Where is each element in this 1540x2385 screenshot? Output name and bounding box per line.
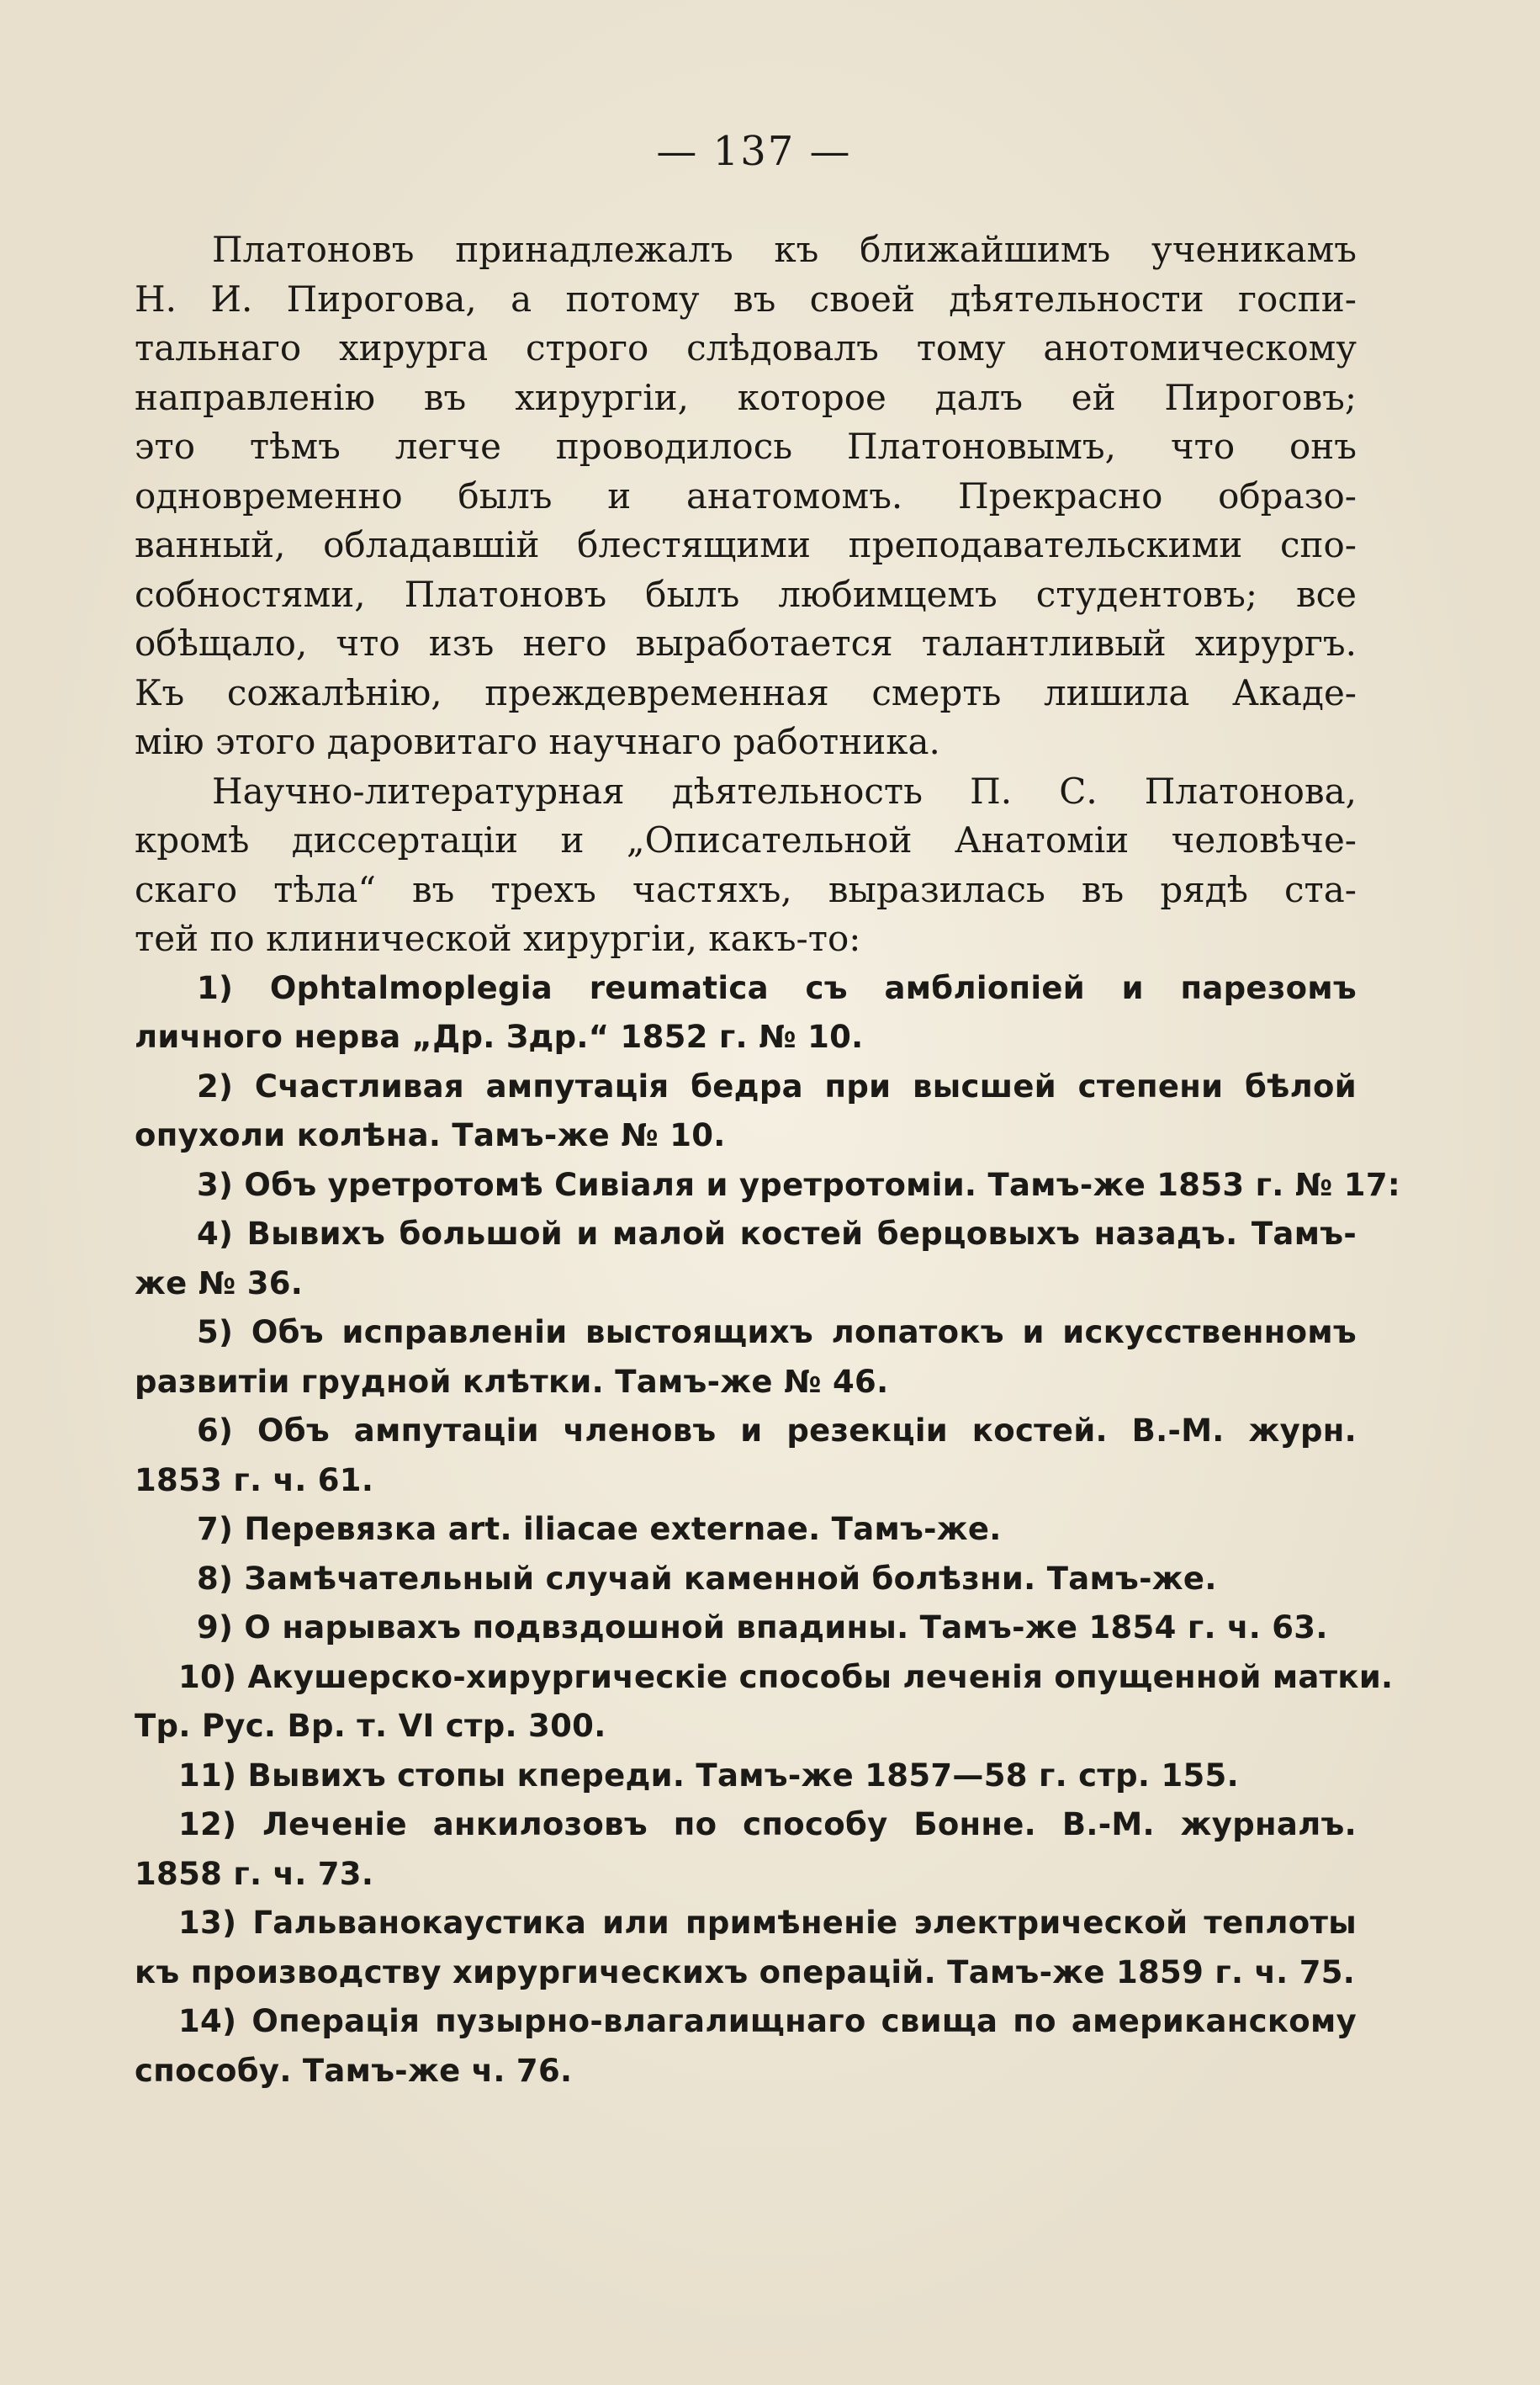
text-line: ванный, обладавшій блестящими преподавательскими спо-	[135, 524, 1357, 565]
paragraph-2	[135, 767, 1357, 964]
text-line: мію этого даровитаго научнаго работника.	[135, 721, 940, 762]
list-item-first-line: 7) Перевязка art. iliacae externae. Тамъ-же.	[197, 1511, 1002, 1547]
list-item	[135, 964, 1357, 1063]
list-item-continuation-line: же № 36.	[135, 1264, 304, 1301]
list-item-first-line: 5) Объ исправленіи выстоящихъ лопатокъ и искусственномъ	[197, 1314, 1357, 1350]
list-item-continuation-line: развитіи грудной клѣтки. Тамъ-же № 46.	[135, 1363, 889, 1400]
list-item-first-line: 10) Акушерско-хирургическіе способы леченія опущенной матки.	[178, 1658, 1394, 1695]
text-line: Научно-литературная дѣятельность П. С. Платонова,	[212, 770, 1357, 812]
list-item	[135, 1161, 1400, 1211]
list-item	[135, 1555, 1357, 1604]
list-item-first-line: 2) Счастливая ампутація бедра при высшей степени бѣлой	[197, 1068, 1357, 1105]
text-line: одновременно былъ и анатомомъ. Прекрасно образо-	[135, 474, 1357, 517]
text-line: собностями, Платоновъ былъ любимцемъ студентовъ; все	[135, 573, 1357, 615]
list-item-continuation-line: опухоли колѣна. Тамъ-же № 10.	[135, 1117, 726, 1153]
publications-list	[135, 964, 1400, 2096]
text-line: это тѣмъ легче проводилось Платоновымъ, что онъ	[135, 426, 1357, 467]
text-line: тальнаго хирурга строго слѣдовалъ тому анотомическому	[135, 327, 1357, 368]
text-line: Къ сожалѣнію, преждевременная смерть лишила Акаде-	[135, 671, 1357, 713]
list-item-first-line: 12) Леченіе анкилозовъ по способу Бонне. В.-М. журналъ.	[178, 1806, 1357, 1842]
body-text	[135, 225, 1357, 964]
list-item	[135, 1505, 1357, 1555]
list-item-first-line: 13) Гальванокаустика или примѣненіе электрической теплоты	[178, 1905, 1357, 1941]
text-line: скаго тѣла“ въ трехъ частяхъ, выразилась въ рядѣ ста-	[135, 868, 1357, 910]
text-line: направленію въ хирургіи, которое далъ ей Пироговъ;	[135, 376, 1357, 418]
text-line: Платоновъ принадлежалъ къ ближайшимъ ученикамъ	[212, 229, 1357, 270]
list-item	[135, 1308, 1357, 1407]
list-item	[135, 1603, 1357, 1653]
list-item	[135, 1800, 1357, 1899]
list-item	[135, 1752, 1357, 1801]
list-item	[135, 1653, 1394, 1752]
list-item-first-line: 14) Операція пузырно-влагалищнаго свища по американскому	[178, 2003, 1357, 2039]
list-item-first-line: 8) Замѣчательный случай каменной болѣзни. Тамъ-же.	[197, 1560, 1217, 1597]
text-line: кромѣ диссертаціи и „Описательной Анатоміи человѣче-	[135, 819, 1357, 861]
list-item-first-line: 6) Объ ампутаціи членовъ и резекціи костей. В.-М. журн.	[197, 1412, 1357, 1449]
list-item-continuation-line: Тр. Рус. Вр. т. VI стр. 300.	[135, 1708, 606, 1744]
list-item	[135, 1997, 1357, 2096]
list-item-first-line: 9) О нарывахъ подвздошной впадины. Тамъ-же 1854 г. ч. 63.	[197, 1609, 1328, 1646]
list-item-first-line: 3) Объ уретротомѣ Сивіаля и уретротоміи. Тамъ-же 1853 г. № 17:	[197, 1166, 1400, 1203]
list-item-first-line: 4) Вывихъ большой и малой костей берцовыхъ назадъ. Тамъ-	[197, 1216, 1357, 1252]
list-item-continuation-line: къ производству хирургическихъ операцій. Тамъ-же 1859 г. ч. 75.	[135, 1953, 1356, 1990]
text-line: обѣщало, что изъ него выработается талантливый хирургъ.	[135, 623, 1357, 664]
list-item	[135, 1210, 1357, 1308]
text-line: Н. И. Пирогова, а потому въ своей дѣятельности госпи-	[135, 278, 1357, 320]
list-item-continuation-line: личного нерва „Др. Здр.“ 1852 г. № 10.	[135, 1019, 864, 1055]
paragraph-1	[135, 225, 1357, 767]
list-item-first-line: 1) Ophtalmoplegia reumatica съ амбліопіей и парезомъ	[197, 969, 1357, 1006]
list-item	[135, 1407, 1357, 1505]
list-item-first-line: 11) Вывихъ стопы кпереди. Тамъ-же 1857—58 г. стр. 155.	[178, 1757, 1239, 1794]
list-item-continuation-line: 1858 г. ч. 73.	[135, 1855, 374, 1892]
text-line: тей по клинической хирургіи, какъ-то:	[135, 918, 861, 959]
list-item-continuation-line: 1853 г. ч. 61.	[135, 1461, 374, 1498]
list-item	[135, 1063, 1357, 1161]
list-item-continuation-line: способу. Тамъ-же ч. 76.	[135, 2052, 573, 2089]
page-number: — 137 —	[656, 128, 852, 175]
list-item	[135, 1899, 1357, 1997]
